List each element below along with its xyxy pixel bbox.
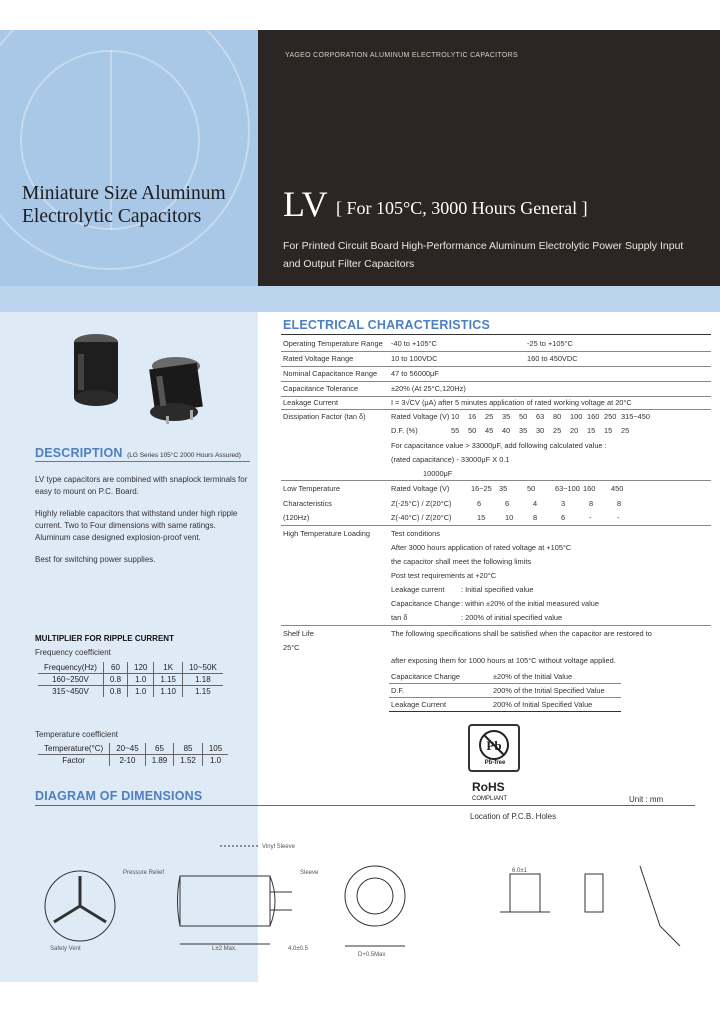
frequency-table-wrap xyxy=(38,662,223,697)
description-heading-row xyxy=(35,444,241,462)
table-cell: 4 xyxy=(533,499,538,508)
table-cell: Factor xyxy=(38,755,110,767)
table-cell: Rated Voltage Range xyxy=(283,354,354,363)
table-cell: 1.15 xyxy=(154,674,183,686)
table-cell: 1.18 xyxy=(195,675,211,684)
description-heading: DESCRIPTION xyxy=(35,446,123,460)
table-cell: - xyxy=(589,513,592,522)
temperature-table-wrap xyxy=(38,743,228,766)
table-cell: 16 xyxy=(468,412,477,421)
title-line-1: Miniature Size Aluminum xyxy=(22,183,226,204)
rohs-badge xyxy=(466,724,530,804)
table-cell: 6 xyxy=(561,513,566,522)
table-cell: Leakage current xyxy=(391,585,445,594)
table-cell: 315~450 xyxy=(621,412,650,421)
table-cell: 1.0 xyxy=(209,756,222,765)
label-diameter: D+0.5Max xyxy=(358,952,386,958)
table-row xyxy=(38,674,223,686)
table-row xyxy=(38,755,228,767)
series-subtitle: [ For 105°C, 3000 Hours General ] xyxy=(336,198,588,218)
table-row xyxy=(38,662,223,674)
rohs-label: RoHS xyxy=(472,780,505,794)
table-cell: 160 xyxy=(583,484,596,493)
table-cell: 16~25 xyxy=(471,484,492,493)
dimensions-divider xyxy=(35,805,695,806)
table-cell: ±20% (At 25°C,120Hz) xyxy=(391,384,466,393)
table-cell: Shelf Life xyxy=(283,629,314,638)
table-cell: Nominal Capacitance Range xyxy=(283,369,378,378)
frequency-table xyxy=(38,662,223,697)
table-header-cell: 120 xyxy=(128,662,154,674)
table-row xyxy=(38,686,223,698)
table-cell: 100 xyxy=(570,412,583,421)
table-cell: 3 xyxy=(561,499,566,508)
table-cell: -25 to +105°C xyxy=(527,339,573,348)
dimension-drawing xyxy=(30,826,710,976)
table-header-cell: 1K xyxy=(154,662,183,674)
table-cell: 20 xyxy=(570,426,579,435)
label-spacing-b: 4.0±0.5 xyxy=(288,946,308,952)
table-cell: Capacitance Tolerance xyxy=(283,384,359,393)
label-sleeve: Sleeve xyxy=(300,870,319,876)
table-cell: 45 xyxy=(485,426,494,435)
table-cell: 15 xyxy=(477,513,486,522)
table-header-cell: 60 xyxy=(103,662,127,674)
table-cell: 25 xyxy=(553,426,562,435)
table-cell: Z(-40°C) / Z(20°C) xyxy=(391,513,452,522)
table-cell: 200% of Initial Specified Value xyxy=(493,700,593,709)
table-cell: 2-10 xyxy=(110,755,145,767)
label-safety-vent: Safety Vent xyxy=(50,946,81,952)
table-cell: 160 xyxy=(587,412,600,421)
temperature-table xyxy=(38,743,228,766)
table-cell: 160~250V xyxy=(38,674,103,686)
table-cell: : within ±20% of the initial measured value xyxy=(461,599,599,608)
table-header-cell: 10~50K xyxy=(182,662,222,674)
header-blue-block xyxy=(0,30,258,286)
table-cell: 1.15 xyxy=(195,687,211,696)
table-cell: 50 xyxy=(519,412,528,421)
table-cell: Operating Temperature Range xyxy=(283,339,383,348)
table-cell: 10 xyxy=(451,412,460,421)
table-cell: Capacitance Change xyxy=(391,672,461,681)
page-title xyxy=(22,182,258,228)
table-cell: Leakage Current xyxy=(391,700,447,709)
table-cell: - xyxy=(617,513,620,522)
table-cell: 35 xyxy=(499,484,508,493)
table-cell: 50 xyxy=(468,426,477,435)
table-cell: 47 to 56000μF xyxy=(391,369,439,378)
table-cell: Dissipation Factor (tan δ) xyxy=(283,412,366,421)
rohs-compliant: COMPLIANT xyxy=(472,796,508,802)
table-cell: : 200% of initial specified value xyxy=(461,613,563,622)
description-body xyxy=(35,474,250,576)
table-cell: 40 xyxy=(502,426,511,435)
label-spacing-a: 6.0±1 xyxy=(512,868,527,874)
label-pressure-relief: Pressure Relief xyxy=(123,870,165,876)
table-cell: ±20% of the Initial Value xyxy=(493,672,573,681)
frequency-coefficient-label: Frequency coefficient xyxy=(35,648,111,657)
table-cell: After 3000 hours application of rated voltage at +105°C xyxy=(391,543,572,552)
table-cell: D.F. (%) xyxy=(391,426,418,435)
table-cell: 1.0 xyxy=(128,686,154,698)
pcb-holes-label: Location of P.C.B. Holes xyxy=(470,812,557,821)
table-cell: 200% of the Initial Specified Value xyxy=(493,686,605,695)
table-cell: (120Hz) xyxy=(283,513,310,522)
electrical-heading: ELECTRICAL CHARACTERISTICS xyxy=(283,318,491,332)
table-cell: 1.89 xyxy=(145,755,174,767)
description-divider xyxy=(35,461,250,462)
table-header-cell: 85 xyxy=(174,743,203,755)
table-cell: Test conditions xyxy=(391,529,440,538)
table-header-cell: Temperature(°C) xyxy=(38,743,110,755)
table-header-cell: Frequency(Hz) xyxy=(38,662,103,674)
table-cell: 25°C xyxy=(283,643,300,652)
pb-free-label: Pb-free xyxy=(484,760,506,766)
table-cell: 25 xyxy=(485,412,494,421)
table-cell: Post test requirements at +20°C xyxy=(391,571,497,580)
table-cell: 10000μF xyxy=(423,469,453,478)
pb-text: Pb xyxy=(486,738,502,753)
table-cell: 63~100 xyxy=(555,484,580,493)
table-cell: 80 xyxy=(553,412,562,421)
pb-free-icon xyxy=(468,724,520,772)
description-paragraph: Highly reliable capacitors that withstand under high ripple current. Two to Four dimensions with same ratings. Aluminum case designed explosion-proof vent. xyxy=(35,509,238,542)
table-cell: 250 xyxy=(604,412,617,421)
dimensions-heading: DIAGRAM OF DIMENSIONS xyxy=(35,789,203,803)
multiplier-heading: MULTIPLIER FOR RIPPLE CURRENT xyxy=(35,634,174,643)
table-cell: tan δ xyxy=(391,613,408,622)
table-cell: Rated Voltage (V) xyxy=(391,412,450,421)
header-band xyxy=(0,286,720,312)
table-cell: 315~450V xyxy=(38,686,103,698)
table-cell: after exposing them for 1000 hours at 105°C without voltage applied. xyxy=(391,656,616,665)
table-cell: 63 xyxy=(536,412,545,421)
description-paragraph: Best for switching power supplies. xyxy=(35,555,156,564)
table-cell: 30 xyxy=(536,426,545,435)
table-cell: For capacitance value > 33000μF, add following calculated value : xyxy=(391,441,607,450)
top-view-icon xyxy=(45,871,115,941)
table-cell: 160 to 450VDC xyxy=(527,354,578,363)
table-cell: I = 3√CV (μA) after 5 minutes application of rated working voltage at 20°C xyxy=(391,398,632,407)
table-cell: 50 xyxy=(527,484,536,493)
table-cell: 8 xyxy=(533,513,538,522)
table-cell: Z(-25°C) / Z(20°C) xyxy=(391,499,452,508)
table-row xyxy=(38,743,228,755)
table-header-cell: 20~45 xyxy=(110,743,145,755)
table-cell: 1.0 xyxy=(128,674,154,686)
series-name: LV xyxy=(283,184,328,224)
table-cell: 6 xyxy=(477,499,482,508)
temperature-coefficient-label: Temperature coefficient xyxy=(35,730,119,739)
description-heading-note: (LG Series 105°C 2000 Hours Assured) xyxy=(127,452,241,459)
table-cell: 8 xyxy=(589,499,594,508)
table-cell: 10 xyxy=(505,513,514,522)
capacitor-photo xyxy=(58,324,248,424)
table-cell: Rated Voltage (V) xyxy=(391,484,450,493)
table-cell: 450 xyxy=(611,484,624,493)
electrical-table xyxy=(281,334,711,714)
table-cell: 10 to 100VDC xyxy=(391,354,438,363)
table-cell: : Initial specified value xyxy=(461,585,534,594)
company-name: YAGEO CORPORATION ALUMINUM ELECTROLYTIC CAPACITORS xyxy=(285,52,518,59)
table-cell: 25 xyxy=(621,426,630,435)
label-length: L±2 Max. xyxy=(212,946,237,952)
table-cell: 8 xyxy=(617,499,622,508)
table-cell: 15 xyxy=(587,426,596,435)
table-cell: the capacitor shall meet the following limits xyxy=(391,557,532,566)
table-cell: 35 xyxy=(519,426,528,435)
table-header-cell: 65 xyxy=(145,743,174,755)
table-cell: The following specifications shall be satisfied when the capacitor are restored to xyxy=(391,629,652,638)
table-cell: 6 xyxy=(505,499,510,508)
table-cell: 0.8 xyxy=(103,674,127,686)
table-header-cell: 105 xyxy=(202,743,228,755)
end-view-icon xyxy=(345,866,405,946)
table-cell: 35 xyxy=(502,412,511,421)
table-cell: Characteristics xyxy=(283,499,332,508)
table-cell: Capacitance Change xyxy=(391,599,461,608)
table-cell: 55 xyxy=(451,426,460,435)
table-cell: (rated capacitance) - 33000μF X 0.1 xyxy=(391,455,510,464)
pcb-hole-icon xyxy=(500,866,680,946)
table-cell: High Temperature Loading xyxy=(283,529,370,538)
unit-label: Unit : mm xyxy=(629,795,664,804)
table-cell: D.F. xyxy=(391,686,405,695)
table-cell: 15 xyxy=(604,426,613,435)
table-cell: Leakage Current xyxy=(283,398,339,407)
table-cell: Low Temperature xyxy=(283,484,340,493)
table-cell: 1.10 xyxy=(154,686,183,698)
title-line-2: Electrolytic Capacitors xyxy=(22,206,202,227)
label-vinyl-sleeve: Vinyl Sleeve xyxy=(262,844,295,850)
side-view-icon xyxy=(178,846,293,944)
table-cell: 1.52 xyxy=(174,755,203,767)
table-cell: -40 to +105°C xyxy=(391,339,437,348)
purpose-text: For Printed Circuit Board High-Performance Aluminum Electrolytic Power Supply Input and Output Filter Capacitors xyxy=(283,240,684,270)
description-paragraph: LV type capacitors are combined with snaplock terminals for easy to mount on P.C. Board. xyxy=(35,475,248,496)
table-cell: 0.8 xyxy=(103,686,127,698)
